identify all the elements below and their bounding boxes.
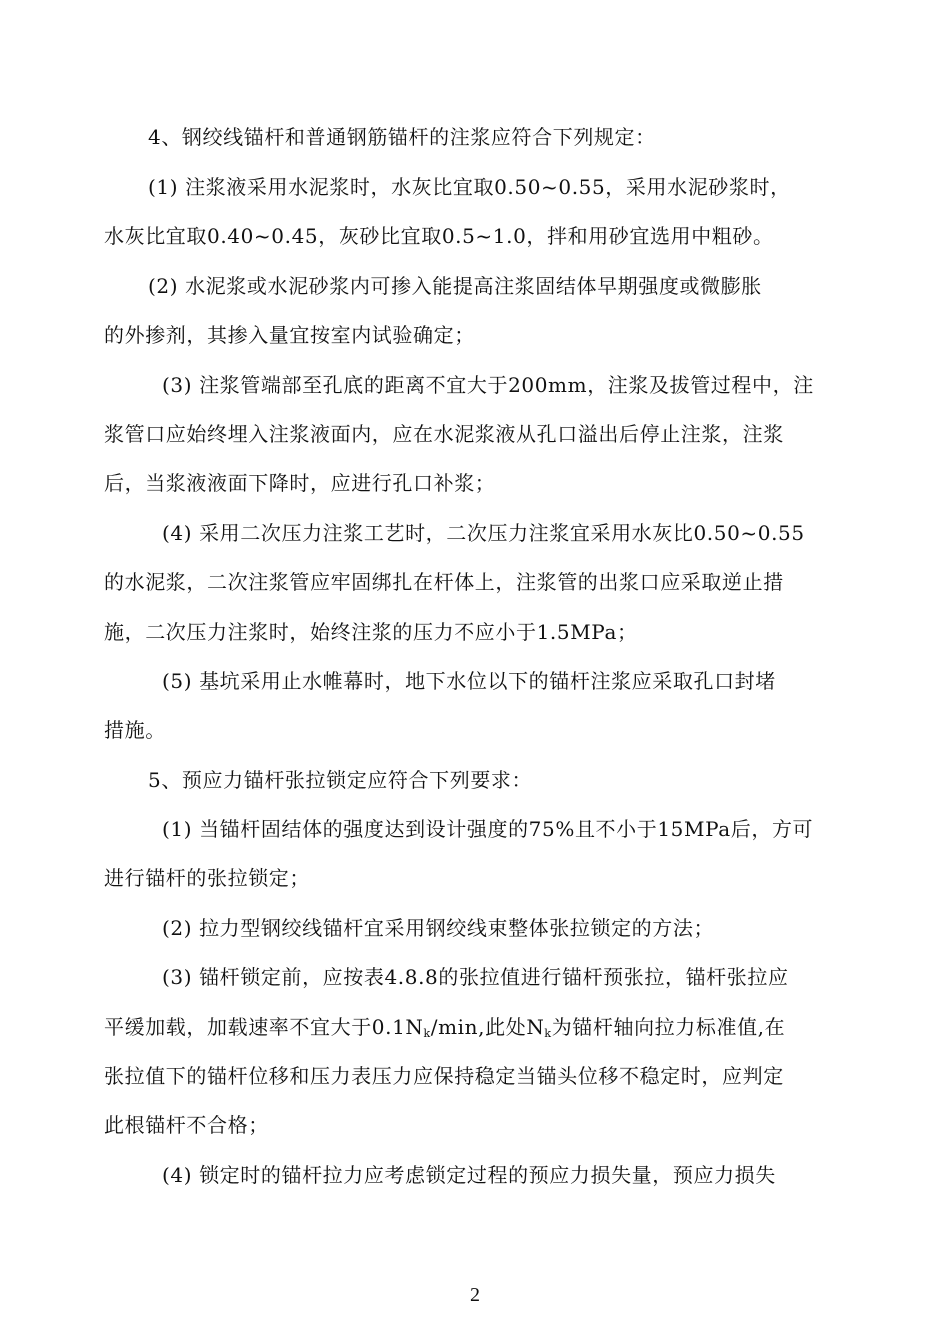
item-4-line-2: 的水泥浆，二次注浆管应牢固绑扎在杆体上，注浆管的出浆口应采取逆止措 (104, 570, 784, 594)
item-3-line-2: 浆管口应始终埋入注浆液面内，应在水泥浆液从孔口溢出后停止注浆，注浆 (104, 422, 784, 446)
req-2-line-1: (2) 拉力型钢绞线锚杆宜采用钢绞线束整体张拉锁定的方法； (162, 916, 715, 940)
item-2-line-1: (2) 水泥浆或水泥砂浆内可掺入能提高注浆固结体早期强度或微膨胀 (148, 274, 762, 298)
req-3-line-2-part-a: 平缓加载，加载速率不宜大于0.1N (104, 1015, 424, 1039)
req-1-line-1: (1) 当锚杆固结体的强度达到设计强度的75%且不小于15MPa后，方可 (162, 817, 814, 841)
item-5-line-2: 措施。 (104, 718, 166, 742)
req-3-line-2-part-c: 为锚杆轴向拉力标准值,在 (551, 1015, 786, 1039)
item-3-line-3: 后，当浆液液面下降时，应进行孔口补浆； (104, 471, 496, 495)
req-3-line-2 (104, 1014, 785, 1047)
req-3-line-2-part-b: /min,此处N (430, 1015, 545, 1039)
subscript-k: k (423, 1027, 431, 1040)
item-5-line-1: (5) 基坑采用止水帷幕时，地下水位以下的锚杆注浆应采取孔口封堵 (162, 669, 776, 693)
page-number: 2 (470, 1284, 480, 1306)
item-1-line-2: 水灰比宜取0.40~0.45，灰砂比宜取0.5~1.0，拌和用砂宜选用中粗砂。 (104, 224, 774, 248)
subscript-k: k (544, 1027, 552, 1040)
req-3-line-4: 此根锚杆不合格； (104, 1113, 269, 1137)
item-2-line-2: 的外掺剂，其掺入量宜按室内试验确定； (104, 323, 475, 347)
req-3-line-1: (3) 锚杆锁定前，应按表4.8.8的张拉值进行锚杆预张拉，锚杆张拉应 (162, 965, 789, 989)
paragraph-5-heading: 5、预应力锚杆张拉锁定应符合下列要求： (148, 768, 533, 792)
item-1-line-1: (1) 注浆液采用水泥浆时，水灰比宜取0.50~0.55，采用水泥砂浆时， (148, 175, 791, 199)
item-4-line-3: 施，二次压力注浆时，始终注浆的压力不应小于1.5MPa； (104, 620, 638, 644)
req-3-line-3: 张拉值下的锚杆位移和压力表压力应保持稳定当锚头位移不稳定时，应判定 (104, 1064, 784, 1088)
item-4-line-1: (4) 采用二次压力注浆工艺时，二次压力注浆宜采用水灰比0.50~0.55 (162, 521, 805, 545)
req-1-line-2: 进行锚杆的张拉锁定； (104, 866, 310, 890)
req-4-line-1: (4) 锁定时的锚杆拉力应考虑锁定过程的预应力损失量，预应力损失 (162, 1163, 776, 1187)
paragraph-4-heading: 4、钢绞线锚杆和普通钢筋锚杆的注浆应符合下列规定： (148, 125, 656, 149)
item-3-line-1: (3) 注浆管端部至孔底的距离不宜大于200mm，注浆及拔管过程中，注 (162, 373, 814, 397)
